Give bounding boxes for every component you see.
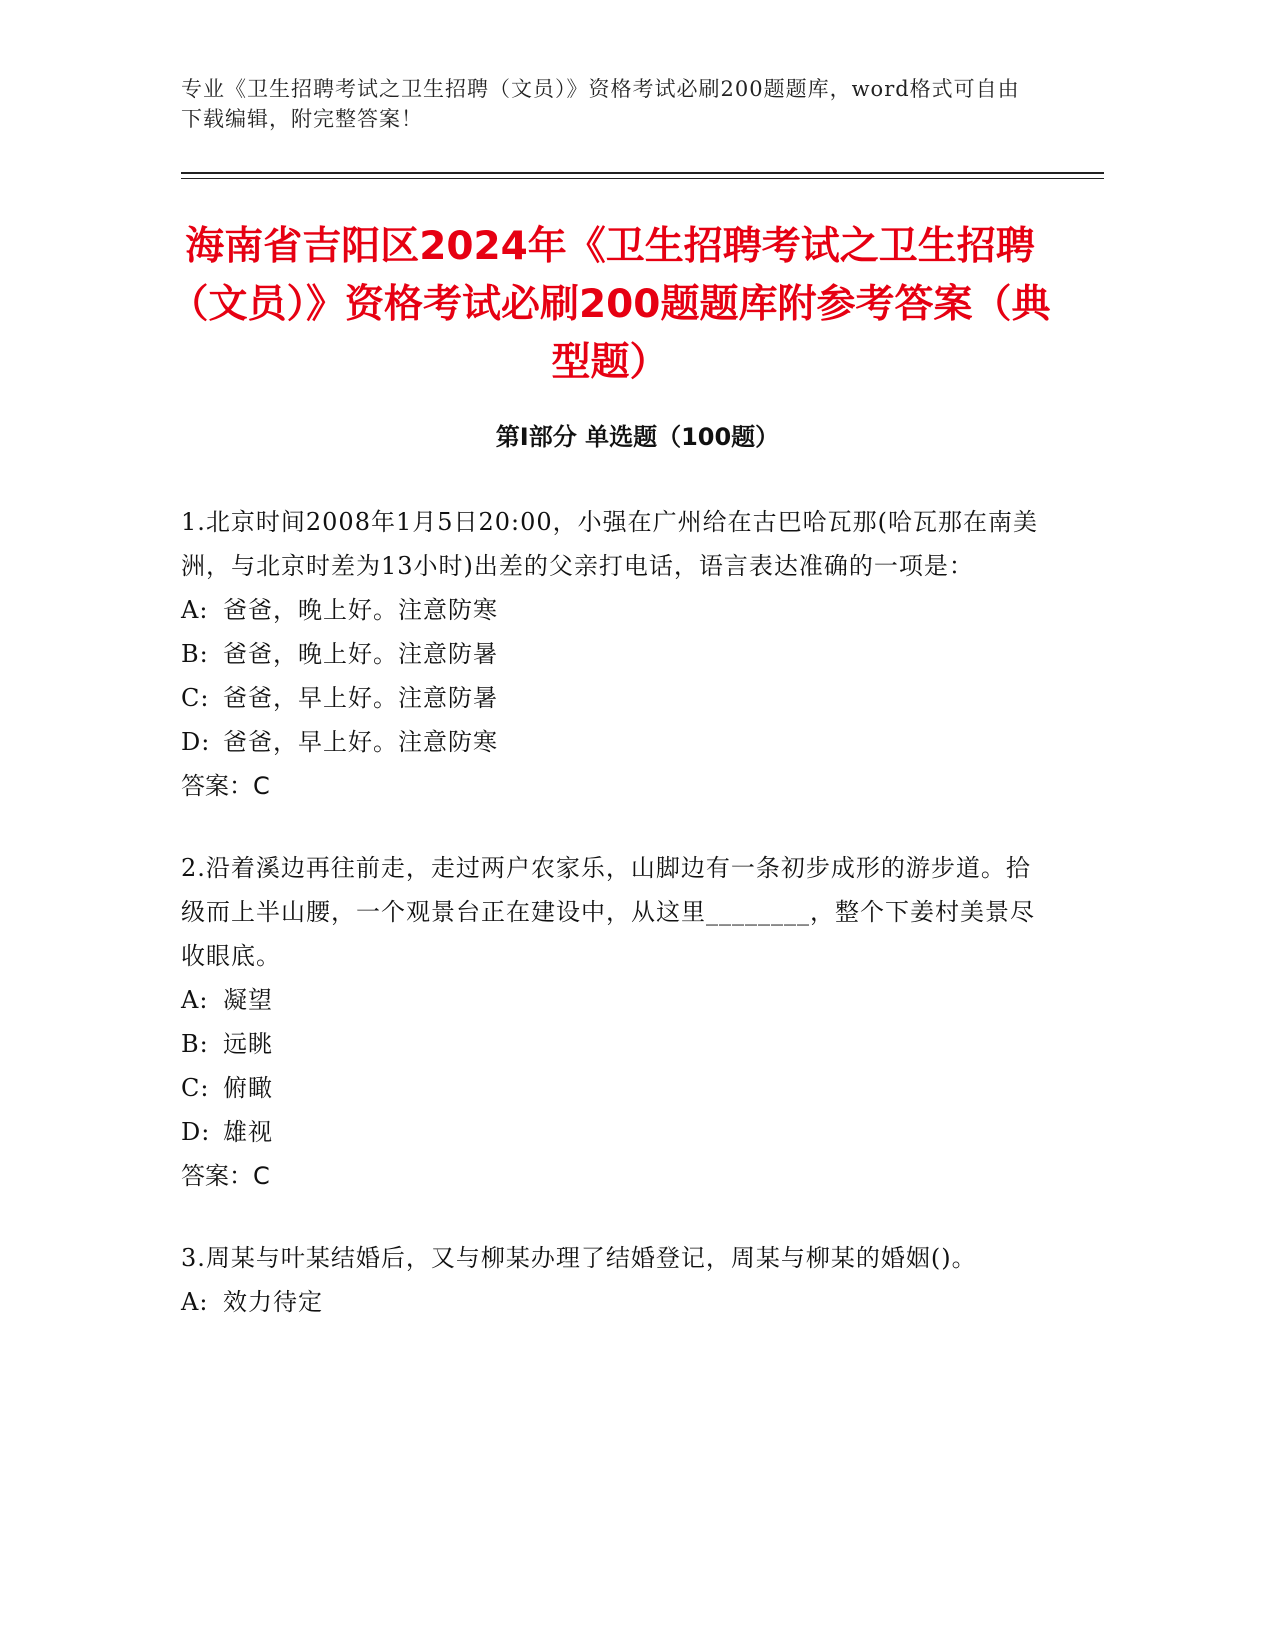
question-2 — [181, 846, 1041, 1198]
option-a — [181, 978, 1041, 1022]
option-text: 效力待定 — [223, 1288, 323, 1316]
option-letter: D: — [181, 728, 211, 756]
option-a — [181, 588, 1041, 632]
option-text: 雄视 — [223, 1118, 273, 1146]
option-c — [181, 676, 1041, 720]
option-a — [181, 1280, 1041, 1324]
header-note: 专业《卫生招聘考试之卫生招聘（文员）》资格考试必刷200题题库，word格式可自由下载编辑，附完整答案！ — [181, 77, 1020, 131]
option-b — [181, 632, 1041, 676]
question-list — [181, 500, 1041, 1362]
question-stem: 2.沿着溪边再往前走，走过两户农家乐，山脚边有一条初步成形的游步道。拾级而上半山腰，一个观景台正在建设中，从这里________，整个下姜村美景尽收眼底。 — [181, 854, 1035, 970]
option-letter: A: — [181, 596, 209, 624]
option-text: 爸爸，晚上好。注意防寒 — [223, 596, 498, 624]
option-c — [181, 1066, 1041, 1110]
section-title: 第Ⅰ部分 单选题（100题） — [495, 423, 780, 451]
question-1 — [181, 500, 1041, 808]
answer-line: 答案：C — [181, 772, 270, 800]
option-letter: C: — [181, 684, 210, 712]
option-letter: A: — [181, 1288, 209, 1316]
option-text: 俯瞰 — [223, 1074, 273, 1102]
option-b — [181, 1022, 1041, 1066]
option-letter: A: — [181, 986, 209, 1014]
question-stem: 1.北京时间2008年1月5日20:00，小强在广州给在古巴哈瓦那(哈瓦那在南美洲，与北京时差为13小时)出差的父亲打电话，语言表达准确的一项是： — [181, 508, 1039, 580]
option-letter: D: — [181, 1118, 211, 1146]
header-divider-thin — [181, 178, 1104, 179]
option-text: 爸爸，早上好。注意防暑 — [223, 684, 498, 712]
answer-line: 答案：C — [181, 1162, 270, 1190]
option-d — [181, 720, 1041, 764]
option-letter: B: — [181, 640, 209, 668]
document-title: 海南省吉阳区2024年《卫生招聘考试之卫生招聘（文员）》资格考试必刷200题题库附参考答案（典型题） — [169, 224, 1051, 385]
option-text: 远眺 — [223, 1030, 273, 1058]
header-divider-thick — [181, 172, 1104, 174]
option-text: 爸爸，晚上好。注意防暑 — [223, 640, 498, 668]
question-stem: 3.周某与叶某结婚后，又与柳某办理了结婚登记，周某与柳某的婚姻()。 — [181, 1244, 977, 1272]
option-letter: C: — [181, 1074, 210, 1102]
option-text: 凝望 — [223, 986, 273, 1014]
option-text: 爸爸，早上好。注意防寒 — [223, 728, 498, 756]
option-d — [181, 1110, 1041, 1154]
question-3 — [181, 1236, 1041, 1324]
option-letter: B: — [181, 1030, 209, 1058]
